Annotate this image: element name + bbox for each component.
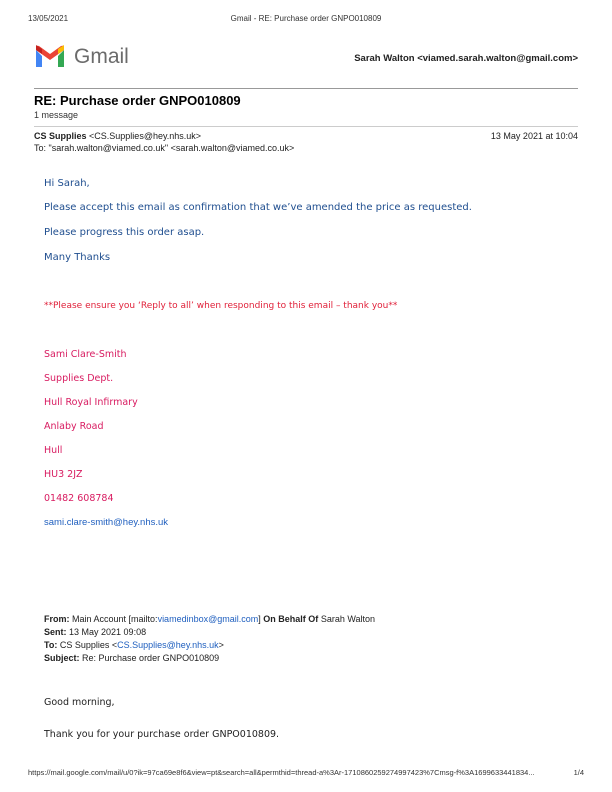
forward-from-label: From: [44,614,70,624]
signature-postcode: HU3 2JZ [44,469,83,480]
message-date: 13 May 2021 at 10:04 [490,131,578,141]
print-date: 13/05/2021 [28,14,69,23]
forward-to-line [44,640,224,650]
forward-to-label: To: [44,640,58,650]
message-sender [34,131,201,141]
signature-dept: Supplies Dept. [44,373,114,384]
forward-behalf-label: On Behalf Of [263,614,319,624]
signature-street: Anlaby Road [44,421,104,432]
forward-subject-value: Re: Purchase order GNPO010809 [82,653,220,663]
print-footer-url: https://mail.google.com/mail/u/0?ik=97ca69e8f6&view=pt&search=all&permthid=thread-a%3Ar-1710860259274997423%7Cmsg-f%3A1699633441834... [28,768,535,777]
forward-sent-label: Sent: [44,627,67,637]
account-identity: Sarah Walton <viamed.sarah.walton@gmail.com> [354,53,578,64]
forward-from-suffix: ] [258,614,261,624]
forward-subject-line [44,653,219,663]
body-line-1: Please accept this email as confirmation that we’ve amended the price as requested. [44,202,472,213]
sender-email[interactable]: <CS.Supplies@hey.nhs.uk> [89,131,202,141]
forward-subject-label: Subject: [44,653,80,663]
quoted-greeting: Good morning, [44,697,115,708]
signature-name: Sami Clare-Smith [44,349,127,360]
gmail-wordmark: Gmail [74,45,129,68]
body-thanks: Many Thanks [44,252,111,263]
gmail-m-icon [34,45,66,69]
print-page-number: 1/4 [573,768,584,777]
sender-name: CS Supplies [34,131,87,141]
forward-from-line [44,614,375,624]
signature-phone: 01482 608784 [44,493,114,504]
forward-to-link[interactable]: CS.Supplies@hey.nhs.uk [117,640,219,650]
forward-from-prefix: Main Account [mailto: [72,614,158,624]
reply-all-notice: **Please ensure you ‘Reply to all’ when responding to this email – thank you** [44,301,398,311]
body-line-2: Please progress this order asap. [44,227,205,238]
message-recipients: To: "sarah.walton@viamed.co.uk" <sarah.walton@viamed.co.uk> [34,143,295,153]
forward-sent-line [44,627,146,637]
forward-to-prefix: CS Supplies < [59,640,118,650]
print-title: Gmail - RE: Purchase order GNPO010809 [230,14,382,23]
forward-from-link[interactable]: viamedinbox@gmail.com [157,614,259,624]
thread-subject: RE: Purchase order GNPO010809 [34,93,241,108]
forward-sent-value: 13 May 2021 09:08 [69,627,147,637]
signature-email-link[interactable]: sami.clare-smith@hey.nhs.uk [44,517,169,528]
header-divider [34,88,578,89]
forward-to-suffix: > [218,640,224,650]
gmail-logo[interactable] [34,44,134,70]
quoted-line-1: Thank you for your purchase order GNPO010809. [44,729,280,740]
forward-behalf-name: Sarah Walton [320,614,376,624]
message-divider [34,126,578,127]
signature-hospital: Hull Royal Infirmary [44,397,138,408]
body-greeting: Hi Sarah, [44,178,90,189]
signature-city: Hull [44,445,63,456]
message-count: 1 message [34,110,79,120]
